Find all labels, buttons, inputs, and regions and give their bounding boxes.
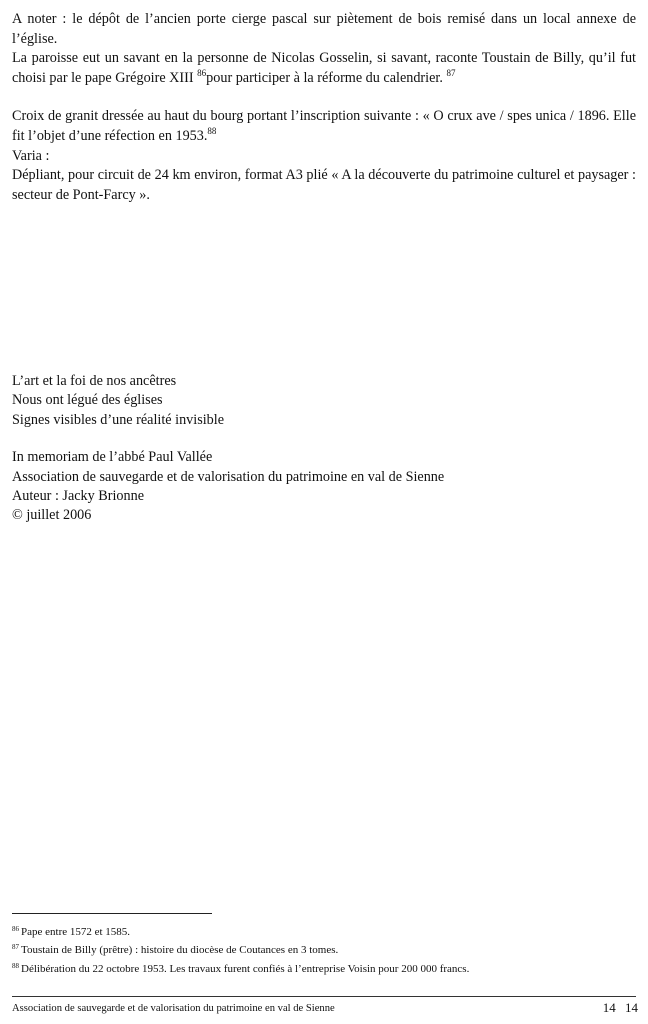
footnote-separator [12,913,212,914]
footnote-ref-87: 87 [446,67,456,78]
footnote-number: 86 [12,925,19,933]
footnote-ref-88: 88 [207,125,217,136]
footnote-text: Toustain de Billy (prêtre) : histoire du diocèse de Coutances en 3 tomes. [21,944,339,957]
dedication-line: Signes visibles d’une réalité invisible [12,411,224,428]
paragraph-depliant: Dépliant, pour circuit de 24 km environ, format A3 plié « A la découverte du patrimoine culturel et paysager : secteur de Pont-Farcy ». [12,167,636,203]
page-number-b: 14 [625,1000,638,1015]
dedication-line: Nous ont légué des églises [12,392,163,409]
spacer [12,88,636,107]
text-span: Croix de granit dressée au haut du bourg portant l’inscription suivante : « O crux ave / spes unica / 1896. Elle fit l’objet d’une réfection en 1953. [12,108,636,144]
main-text [12,10,636,205]
paragraph-croix [12,107,636,146]
page-number-a: 14 [602,1000,616,1015]
dedication-block [12,372,632,526]
footnote-text: Délibération du 22 octobre 1953. Les travaux furent confiés à l’entreprise Voisin pour 200 000 francs. [21,962,470,975]
association-line: Association de sauvegarde et de valorisation du patrimoine en val de Sienne [12,468,445,485]
spacer [12,430,632,448]
copyright-line: © juillet 2006 [12,507,92,524]
footnotes [12,922,632,977]
footnote-ref-86: 86 [197,67,207,78]
text-span: La paroisse eut un savant en la personne de Nicolas Gosselin, si savant, raconte Toustain de Billy, qu’il fut choisi par le pape Grégoire XIII [12,50,636,86]
author-line: Auteur : Jacky Brionne [12,488,144,505]
footnote-number: 88 [12,961,19,970]
paragraph-varia: Varia : [12,147,50,164]
memoriam-line: In memoriam de l’abbé Paul Vallée [12,449,213,466]
page-number [603,1000,638,1016]
footnote-number: 87 [12,943,19,952]
footnote-87 [12,940,632,958]
paragraph-note: A noter : le dépôt de l’ancien porte cierge pascal sur piètement de bois remisé dans un local annexe de l’église. [12,11,636,47]
text-span: pour participer à la réforme du calendrier. [206,69,447,86]
footnote-text: Pape entre 1572 et 1585. [21,926,131,938]
footer-association: Association de sauvegarde et de valorisation du patrimoine en val de Sienne [12,1003,335,1014]
dedication-line: L’art et la foi de nos ancêtres [12,373,177,389]
footnote-88 [12,959,632,977]
footer-separator [12,996,636,997]
footnote-86 [12,922,632,940]
paragraph-gosselin [12,49,636,88]
